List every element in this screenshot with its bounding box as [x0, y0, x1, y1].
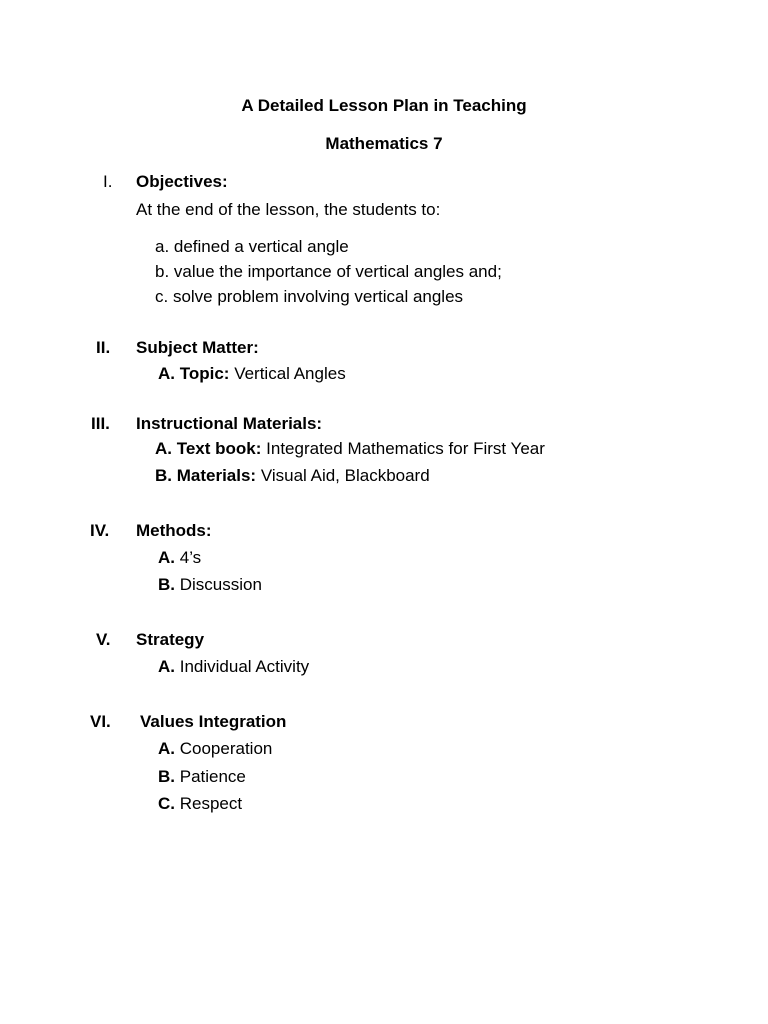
- section-numeral-strategy: V.: [96, 630, 111, 649]
- item-value: Vertical Angles: [234, 364, 346, 383]
- item-label: B.: [158, 767, 175, 786]
- item-label: C.: [158, 794, 175, 813]
- objective-item: c. solve problem involving vertical angles: [155, 287, 464, 306]
- methods-item: [158, 549, 201, 566]
- item-value: Visual Aid, Blackboard: [260, 466, 430, 485]
- item-label: A. Topic:: [158, 364, 230, 383]
- item-value: Individual Activity: [179, 657, 310, 676]
- objective-item: b. value the importance of vertical angles and;: [155, 262, 502, 281]
- item-value: Patience: [179, 767, 246, 786]
- section-heading-strategy: Strategy: [136, 630, 205, 649]
- item-value: Respect: [179, 794, 243, 813]
- section-numeral-subject-matter: II.: [96, 338, 111, 357]
- section-numeral-materials: III.: [91, 414, 110, 433]
- values-item: [158, 768, 246, 785]
- values-item: [158, 740, 272, 757]
- item-label: A.: [158, 739, 175, 758]
- item-label: B. Materials:: [155, 466, 257, 485]
- subject-matter-item: [158, 365, 346, 382]
- doc-title-line2: Mathematics 7: [325, 134, 443, 153]
- item-label: A.: [158, 548, 175, 567]
- objective-item: a. defined a vertical angle: [155, 237, 349, 256]
- section-numeral-methods: IV.: [90, 521, 110, 540]
- item-label: A.: [158, 657, 175, 676]
- section-heading-methods: Methods:: [136, 521, 212, 540]
- materials-item: [155, 467, 430, 484]
- item-label: B.: [158, 575, 175, 594]
- methods-item: [158, 576, 262, 593]
- materials-item: [155, 440, 545, 457]
- item-value: Cooperation: [179, 739, 273, 758]
- item-value: Integrated Mathematics for First Year: [266, 439, 545, 458]
- doc-title-line1: A Detailed Lesson Plan in Teaching: [241, 96, 527, 115]
- item-value: 4’s: [179, 548, 202, 567]
- strategy-item: [158, 658, 309, 675]
- section-numeral-objectives: I.: [103, 172, 113, 191]
- section-heading-objectives: Objectives:: [136, 172, 228, 191]
- item-value: Discussion: [179, 575, 262, 594]
- section-heading-materials: Instructional Materials:: [136, 414, 323, 433]
- objectives-intro: At the end of the lesson, the students to:: [136, 200, 441, 219]
- values-item: [158, 795, 242, 812]
- item-label: A. Text book:: [155, 439, 262, 458]
- section-numeral-values: VI.: [90, 712, 111, 731]
- section-heading-values: Values Integration: [140, 712, 287, 731]
- section-heading-subject-matter: Subject Matter:: [136, 338, 259, 357]
